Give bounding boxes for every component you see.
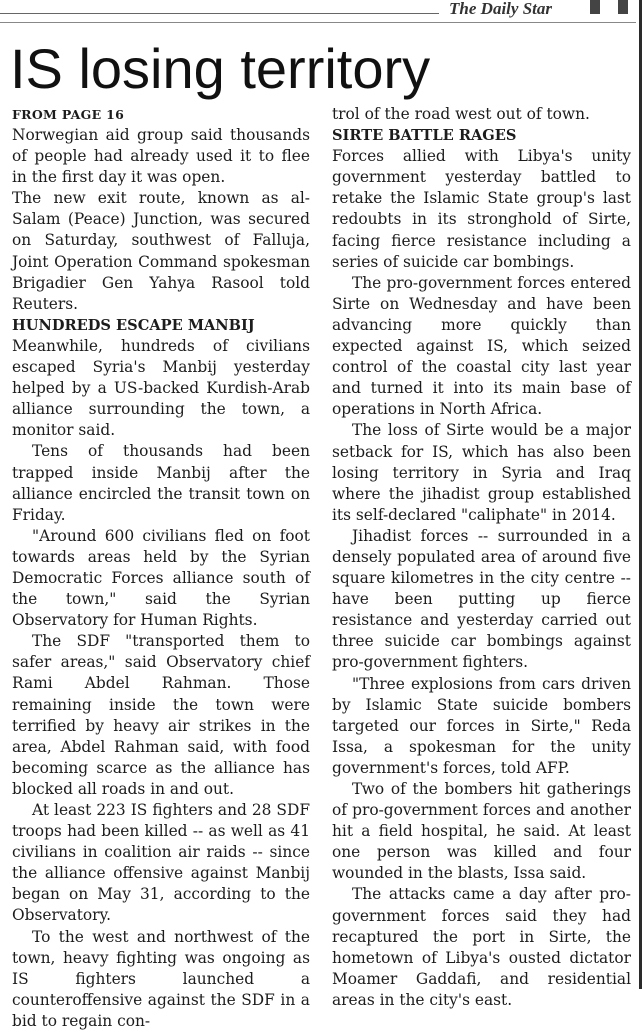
- paragraph: "Three explosions from cars driven by Islamic State suicide bombers targeted our forces in Sirte," Reda Issa, a spokesman for the unity government's forces, told AFP.: [332, 674, 631, 777]
- paragraph: Jihadist forces -- surrounded in a densely populated area of around five square kilometres in the city centre -- have been putting up fierce resistance and yesterday carried out three suicide car bombings against pro-government fighters.: [332, 526, 631, 672]
- paragraph: The SDF "transported them to safer areas," said Observatory chief Rami Abdel Rahman. Those remaining inside the town were terrified by heavy air strikes in the area, Abdel Rahman said, with food becoming scarce as the alliance has blocked all roads in and out.: [12, 632, 310, 798]
- paragraph: Norwegian aid group said thousands of people had already used it to flee in the first day it was open.: [12, 126, 310, 187]
- paragraph: The loss of Sirte would be a major setback for IS, which has also been losing territory in Syria and Iraq where the jihadist group established its self-declared "caliphate" in 2014.: [332, 421, 631, 524]
- paragraph: "Around 600 civilians fled on foot towards areas held by the Syrian Democratic Forces alliance south of the town," said the Syrian Observatory for Human Rights.: [12, 526, 310, 630]
- paragraph-carryover: trol of the road west out of town.: [332, 105, 590, 123]
- paragraph: Forces allied with Libya's unity government yesterday battled to retake the Islamic State group's last redoubts in its stronghold of Sirte, facing fierce resistance including a series of suicide car bombings.: [332, 147, 631, 271]
- paragraph: The pro-government forces entered Sirte on Wednesday and have been advancing more quickly than expected against IS, which seized control of the coastal city last year and turned it into its main base of operations in North Africa.: [332, 273, 631, 419]
- paragraph: To the west and northwest of the town, heavy fighting was ongoing as IS fighters launched a counteroffensive against the SDF in a bid to regain con-: [12, 927, 310, 1030]
- masthead-ornament-right: [618, 0, 628, 14]
- subhead-sirte: SIRTE BATTLE RAGES: [332, 127, 517, 145]
- paragraph: Tens of thousands had been trapped inside Manbij after the alliance encircled the transit town on Friday.: [12, 442, 310, 524]
- article-column-right: [332, 104, 631, 1011]
- continuation-label: FROM PAGE 16: [12, 107, 125, 122]
- paragraph: The attacks came a day after pro-government forces said they had recaptured the port in Sirte, the hometown of Libya's ousted dictator Moamer Gaddafi, and residential areas in the city's east.: [332, 885, 631, 1009]
- masthead-ornament-left: [590, 0, 600, 14]
- article-column-left: [12, 104, 310, 1032]
- paragraph: Meanwhile, hundreds of civilians escaped Syria's Manbij yesterday helped by a US-backed Kurdish-Arab alliance surrounding the town, a monitor said.: [12, 336, 310, 440]
- masthead-name: The Daily Star: [439, 0, 560, 18]
- paragraph: The new exit route, known as al-Salam (Peace) Junction, was secured on Saturday, southwest of Falluja, Joint Operation Command spokesman Brigadier Gen Yahya Rasool told Reuters.: [12, 189, 310, 313]
- masthead: [0, 0, 642, 20]
- paragraph: Two of the bombers hit gatherings of pro-government forces and another hit a field hospital, he said. At least one person was killed and four wounded in the blasts, Issa said.: [332, 780, 631, 883]
- subhead-manbij: HUNDREDS ESCAPE MANBIJ: [12, 316, 255, 334]
- article-headline: IS losing territory: [10, 37, 431, 100]
- paragraph: At least 223 IS fighters and 28 SDF troops had been killed -- as well as 41 civilians in coalition air raids -- since the alliance offensive against Manbij began on May 31, according to the Observatory.: [12, 801, 310, 925]
- top-divider: [0, 22, 636, 23]
